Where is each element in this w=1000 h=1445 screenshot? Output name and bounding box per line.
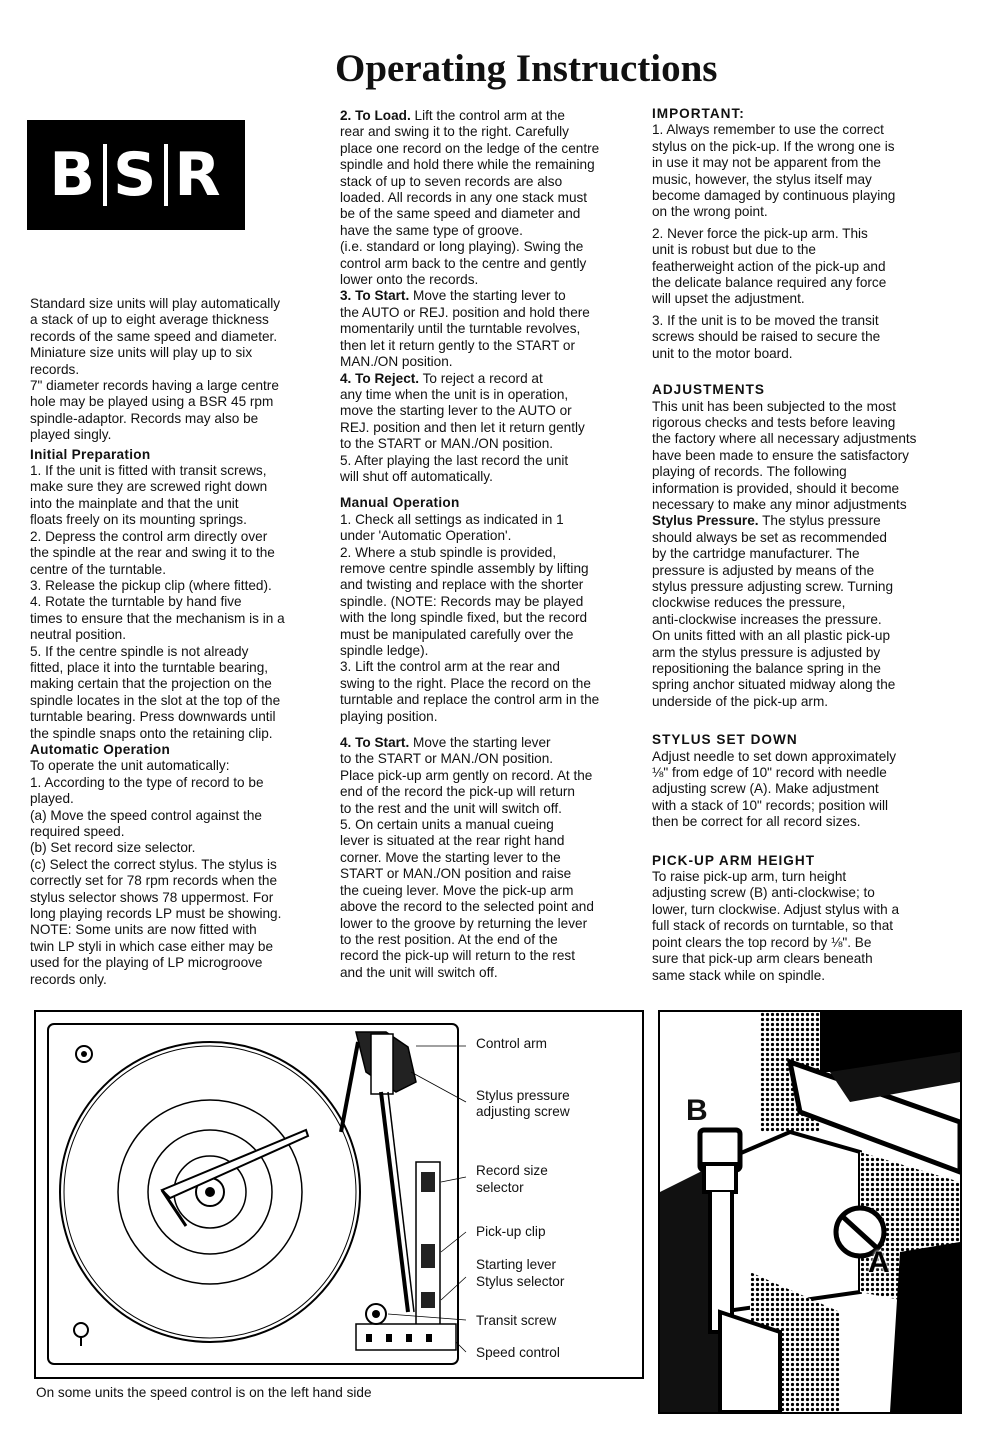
text-line: will shut off automatically.: [340, 468, 493, 484]
text-line: centre of the turntable.: [30, 561, 167, 577]
text-line: records of the same speed and diameter.: [30, 328, 278, 344]
text-line: be of the same speed and diameter and: [340, 206, 581, 222]
text-line: used for the playing of LP microgroove: [30, 955, 263, 971]
text-line: 1. Check all settings as indicated in 1: [340, 511, 564, 527]
text-line: lever is situated at the rear right hand: [340, 833, 565, 849]
text-line: 3. Release the pickup clip (where fitted).: [30, 577, 272, 593]
subheading-stylus-pressure: Stylus Pressure.: [652, 513, 759, 529]
text-line: should always be set as recommended: [652, 529, 887, 545]
label-record-size-1: Record size: [476, 1163, 548, 1178]
text-line: twin LP styli in which case either may be: [30, 938, 274, 954]
pickup-mechanism-drawing: [660, 1012, 960, 1412]
bsr-logo: [27, 120, 245, 230]
text-line: with the long spindle fixed, but the record: [340, 610, 588, 626]
column-right: [652, 106, 957, 984]
text-line: any time when the unit is in operation,: [340, 386, 569, 402]
text-line: playing of records. The following: [652, 464, 847, 480]
column-middle: [340, 108, 645, 981]
text-line: Standard size units will play automatically: [30, 296, 281, 311]
text-run: Move the starting lever to: [409, 288, 566, 304]
text-line: 2. Never force the pick-up arm. This: [652, 225, 868, 241]
label-stylus-selector: Stylus selector: [476, 1274, 565, 1289]
text-line: records.: [30, 361, 80, 377]
text-line: lower to the groove by returning the lever: [340, 915, 588, 931]
text-line: [340, 108, 645, 124]
text-line: stylus on the pick-up. If the wrong one is: [652, 138, 895, 154]
text-line: 7" diameter records having a large centre: [30, 378, 279, 394]
section-heading-initial-preparation: Initial Preparation: [30, 446, 151, 462]
text-line: stylus selector shows 78 uppermost. For: [30, 889, 274, 905]
text-line: turntable bearing. Press downwards until: [30, 709, 276, 725]
text-line: 3. Lift the control arm at the rear and: [340, 659, 560, 675]
text-line: 5. If the centre spindle is not already: [30, 643, 249, 659]
text-line: making certain that the projection on the: [30, 676, 272, 692]
turntable-diagram: [34, 1010, 644, 1379]
text-line: adjusting screw (B) anti-clockwise; to: [652, 885, 875, 901]
text-line: featherweight action of the pick-up and: [652, 258, 886, 274]
text-line: spindle locates in the slot at the top of the: [30, 692, 281, 708]
text-line: make sure they are screwed right down: [30, 479, 268, 495]
text-line: swing to the right. Place the record on the: [340, 675, 591, 691]
text-line: spindle and hold there while the remaining: [340, 157, 595, 173]
text-line: under 'Automatic Operation'.: [340, 528, 512, 544]
text-line: played singly.: [30, 427, 112, 443]
text-line: stack of up to seven records are also: [340, 173, 563, 189]
text-line: MAN./ON position.: [340, 354, 453, 370]
text-line: the spindle snaps onto the retaining clip.: [30, 725, 273, 741]
text-line: point clears the top record by ⅛". Be: [652, 934, 872, 950]
label-stylus-pressure-1: Stylus pressure: [476, 1088, 570, 1103]
text-line: lower onto the records.: [340, 272, 479, 288]
text-line: have been made to ensure the satisfactory: [652, 447, 909, 463]
text-line: unit to the motor board.: [652, 345, 793, 361]
text-line: NOTE: Some units are now fitted with: [30, 922, 257, 938]
text-line: [340, 371, 645, 387]
label-b: B: [686, 1094, 708, 1127]
step-label-to-reject: 4. To Reject.: [340, 370, 420, 386]
text-line: long playing records LP must be showing.: [30, 906, 282, 922]
section-heading-manual-operation: Manual Operation: [340, 495, 460, 511]
diagram-caption: On some units the speed control is on the left hand side: [36, 1385, 372, 1400]
text-line: (b) Set record size selector.: [30, 840, 196, 856]
text-line: music, however, the stylus itself may: [652, 171, 872, 187]
text-line: then let it return gently to the START or: [340, 337, 575, 353]
label-starting-lever: Starting lever: [476, 1257, 557, 1272]
pickup-mechanism-illustration: [658, 1010, 962, 1414]
step-label-manual-to-start: 4. To Start.: [340, 735, 410, 751]
text-line: stylus pressure adjusting screw. Turning: [652, 578, 894, 594]
text-line: 1. Always remember to use the correct: [652, 122, 884, 138]
text-line: records only.: [30, 971, 107, 987]
page-title: Operating Instructions: [335, 47, 718, 90]
text-line: To raise pick-up arm, turn height: [652, 869, 847, 885]
label-stylus-pressure-2: adjusting screw: [476, 1104, 570, 1119]
text-line: clockwise reduces the pressure,: [652, 595, 846, 611]
label-speed-control: Speed control: [476, 1345, 560, 1360]
text-line: the delicate balance required any force: [652, 275, 887, 291]
text-line: turntable and replace the control arm in the: [340, 692, 600, 708]
text-line: must be manipulated carefully over the: [340, 626, 574, 642]
text-line: record the pick-up will return to the rest: [340, 948, 575, 964]
logo-letter-r: R: [174, 140, 223, 210]
step-label-to-load: 2. To Load.: [340, 108, 411, 123]
text-line: and the unit will switch off.: [340, 964, 498, 980]
text-line: correctly set for 78 rpm records when the: [30, 873, 278, 889]
label-record-size-2: selector: [476, 1180, 524, 1195]
text-line: anti-clockwise increases the pressure.: [652, 611, 882, 627]
logo-letter-s: S: [113, 140, 159, 210]
text-line: floats freely on its mounting springs.: [30, 512, 247, 528]
text-line: same stack while on spindle.: [652, 967, 826, 983]
text-line: into the mainplate and that the unit: [30, 495, 239, 511]
text-line: then be correct for all record sizes.: [652, 814, 861, 830]
text-line: underside of the pick-up arm.: [652, 693, 829, 709]
label-control-arm: Control arm: [476, 1036, 548, 1051]
text-line: corner. Move the starting lever to the: [340, 849, 561, 865]
text-line: spring anchor situated midway along the: [652, 677, 896, 693]
text-line: 1. If the unit is fitted with transit screws,: [30, 463, 267, 479]
text-line: neutral position.: [30, 627, 126, 643]
text-line: 3. If the unit is to be moved the transit: [652, 312, 879, 328]
text-line: spindle-adaptor. Records may also be: [30, 410, 259, 426]
text-line: loaded. All records in any one stack must: [340, 190, 588, 206]
text-line: START or MAN./ON position and raise: [340, 866, 572, 882]
text-run: The stylus pressure: [758, 513, 881, 529]
text-line: by the cartridge manufacturer. The: [652, 546, 860, 562]
section-heading-pick-up-arm-height: PICK-UP ARM HEIGHT: [652, 852, 816, 868]
text-line: arm the stylus pressure is adjusted by: [652, 644, 881, 660]
text-line: above the record to the selected point and: [340, 899, 594, 915]
text-line: the AUTO or REJ. position and hold there: [340, 304, 590, 320]
text-line: repositioning the balance spring in the: [652, 661, 881, 676]
text-line: place one record on the ledge of the centre: [340, 140, 600, 156]
text-run: Lift the control arm at the: [410, 108, 565, 123]
text-line: REJ. position and then let it return gently: [340, 419, 585, 435]
text-line: in use it may not be apparent from the: [652, 155, 881, 171]
text-line: hole may be played using a BSR 45 rpm: [30, 394, 274, 410]
text-line: rigorous checks and tests before leaving: [652, 414, 896, 430]
step-label-to-start: 3. To Start.: [340, 288, 410, 304]
text-line: information is provided, should it become: [652, 480, 900, 496]
initial-preparation-text: [30, 463, 326, 742]
text-line: fitted, place it into the turntable bearing,: [30, 659, 269, 675]
text-line: remove centre spindle assembly by lifting: [340, 560, 589, 576]
text-line: necessary to make any minor adjustments: [652, 496, 907, 512]
text-line: adjusting screw (A). Make adjustment: [652, 781, 879, 797]
text-run: To reject a record at: [419, 370, 543, 386]
text-line: [340, 735, 645, 751]
text-line: playing position.: [340, 708, 438, 724]
section-heading-automatic-operation: Automatic Operation: [30, 741, 171, 757]
text-line: pressure is adjusted by means of the: [652, 562, 875, 578]
text-line: screws should be raised to secure the: [652, 329, 881, 345]
label-pickup-clip: Pick-up clip: [476, 1224, 546, 1239]
text-line: momentarily until the turntable revolves,: [340, 321, 581, 337]
text-line: to the START or MAN./ON position.: [340, 751, 554, 767]
section-heading-stylus-set-down: STYLUS SET DOWN: [652, 732, 798, 748]
text-line: with a stack of 10" records; position will: [652, 797, 889, 813]
text-line: to the rest and the unit will switch off.: [340, 800, 562, 816]
text-line: (a) Move the speed control against the: [30, 807, 262, 823]
text-line: a stack of up to eight average thickness: [30, 312, 269, 328]
text-line: sure that pick-up arm clears beneath: [652, 951, 873, 967]
text-line: full stack of records on turntable, so that: [652, 918, 894, 934]
section-heading-important: IMPORTANT:: [652, 106, 745, 121]
text-line: on the wrong point.: [652, 204, 768, 220]
text-line: spindle ledge).: [340, 643, 429, 658]
text-line: lower, turn clockwise. Adjust stylus with a: [652, 901, 900, 917]
text-line: the spindle at the rear and swing it to the: [30, 545, 275, 561]
text-line: times to ensure that the mechanism is in a: [30, 610, 285, 626]
automatic-operation-text: [30, 758, 326, 988]
text-line: 5. On certain units a manual cueing: [340, 817, 554, 833]
text-line: move the starting lever to the AUTO or: [340, 403, 572, 419]
text-line: unit is robust but due to the: [652, 242, 816, 258]
text-line: Place pick-up arm gently on record. At the: [340, 767, 593, 783]
text-line: required speed.: [30, 824, 125, 839]
text-line: have the same type of groove.: [340, 222, 523, 238]
text-line: end of the record the pick-up will return: [340, 784, 575, 800]
text-line: (c) Select the correct stylus. The stylus is: [30, 856, 277, 872]
text-line: control arm back to the centre and gently: [340, 255, 587, 271]
section-heading-adjustments: ADJUSTMENTS: [652, 382, 765, 398]
text-line: will upset the adjustment.: [652, 291, 805, 307]
text-line: To operate the unit automatically:: [30, 758, 230, 774]
text-line: 4. Rotate the turntable by hand five: [30, 594, 242, 610]
text-line: 1. According to the type of record to be: [30, 774, 264, 790]
label-transit-screw: Transit screw: [476, 1313, 557, 1328]
label-a: A: [868, 1246, 890, 1279]
intro-paragraph: [30, 296, 326, 444]
text-line: 2. Where a stub spindle is provided,: [340, 544, 557, 560]
text-line: become damaged by continuous playing: [652, 188, 896, 204]
text-line: (i.e. standard or long playing). Swing the: [340, 239, 584, 255]
text-line: This unit has been subjected to the most: [652, 398, 897, 414]
text-line: On units fitted with an all plastic pick-up: [652, 628, 891, 644]
column-left: [30, 296, 326, 988]
text-line: the cueing lever. Move the pick-up arm: [340, 882, 574, 898]
text-line: to the START or MAN./ON position.: [340, 436, 554, 452]
text-line: the factory where all necessary adjustments: [652, 431, 917, 447]
text-line: to the rest position. At the end of the: [340, 931, 558, 947]
text-line: 2. Depress the control arm directly over: [30, 528, 268, 544]
text-line: played.: [30, 791, 74, 807]
text-line: [340, 288, 645, 304]
text-line: ⅛" from edge of 10" record with needle: [652, 765, 887, 781]
text-line: spindle. (NOTE: Records may be played: [340, 593, 584, 609]
text-line: Adjust needle to set down approximately: [652, 748, 897, 764]
text-line: [652, 513, 957, 529]
text-line: Miniature size units will play up to six: [30, 345, 253, 361]
text-line: rear and swing it to the right. Carefully: [340, 124, 569, 140]
text-line: 5. After playing the last record the unit: [340, 452, 569, 468]
logo-letter-b: B: [49, 140, 98, 210]
text-line: and twisting and replace with the shorter: [340, 577, 584, 593]
text-run: Move the starting lever: [409, 735, 551, 751]
